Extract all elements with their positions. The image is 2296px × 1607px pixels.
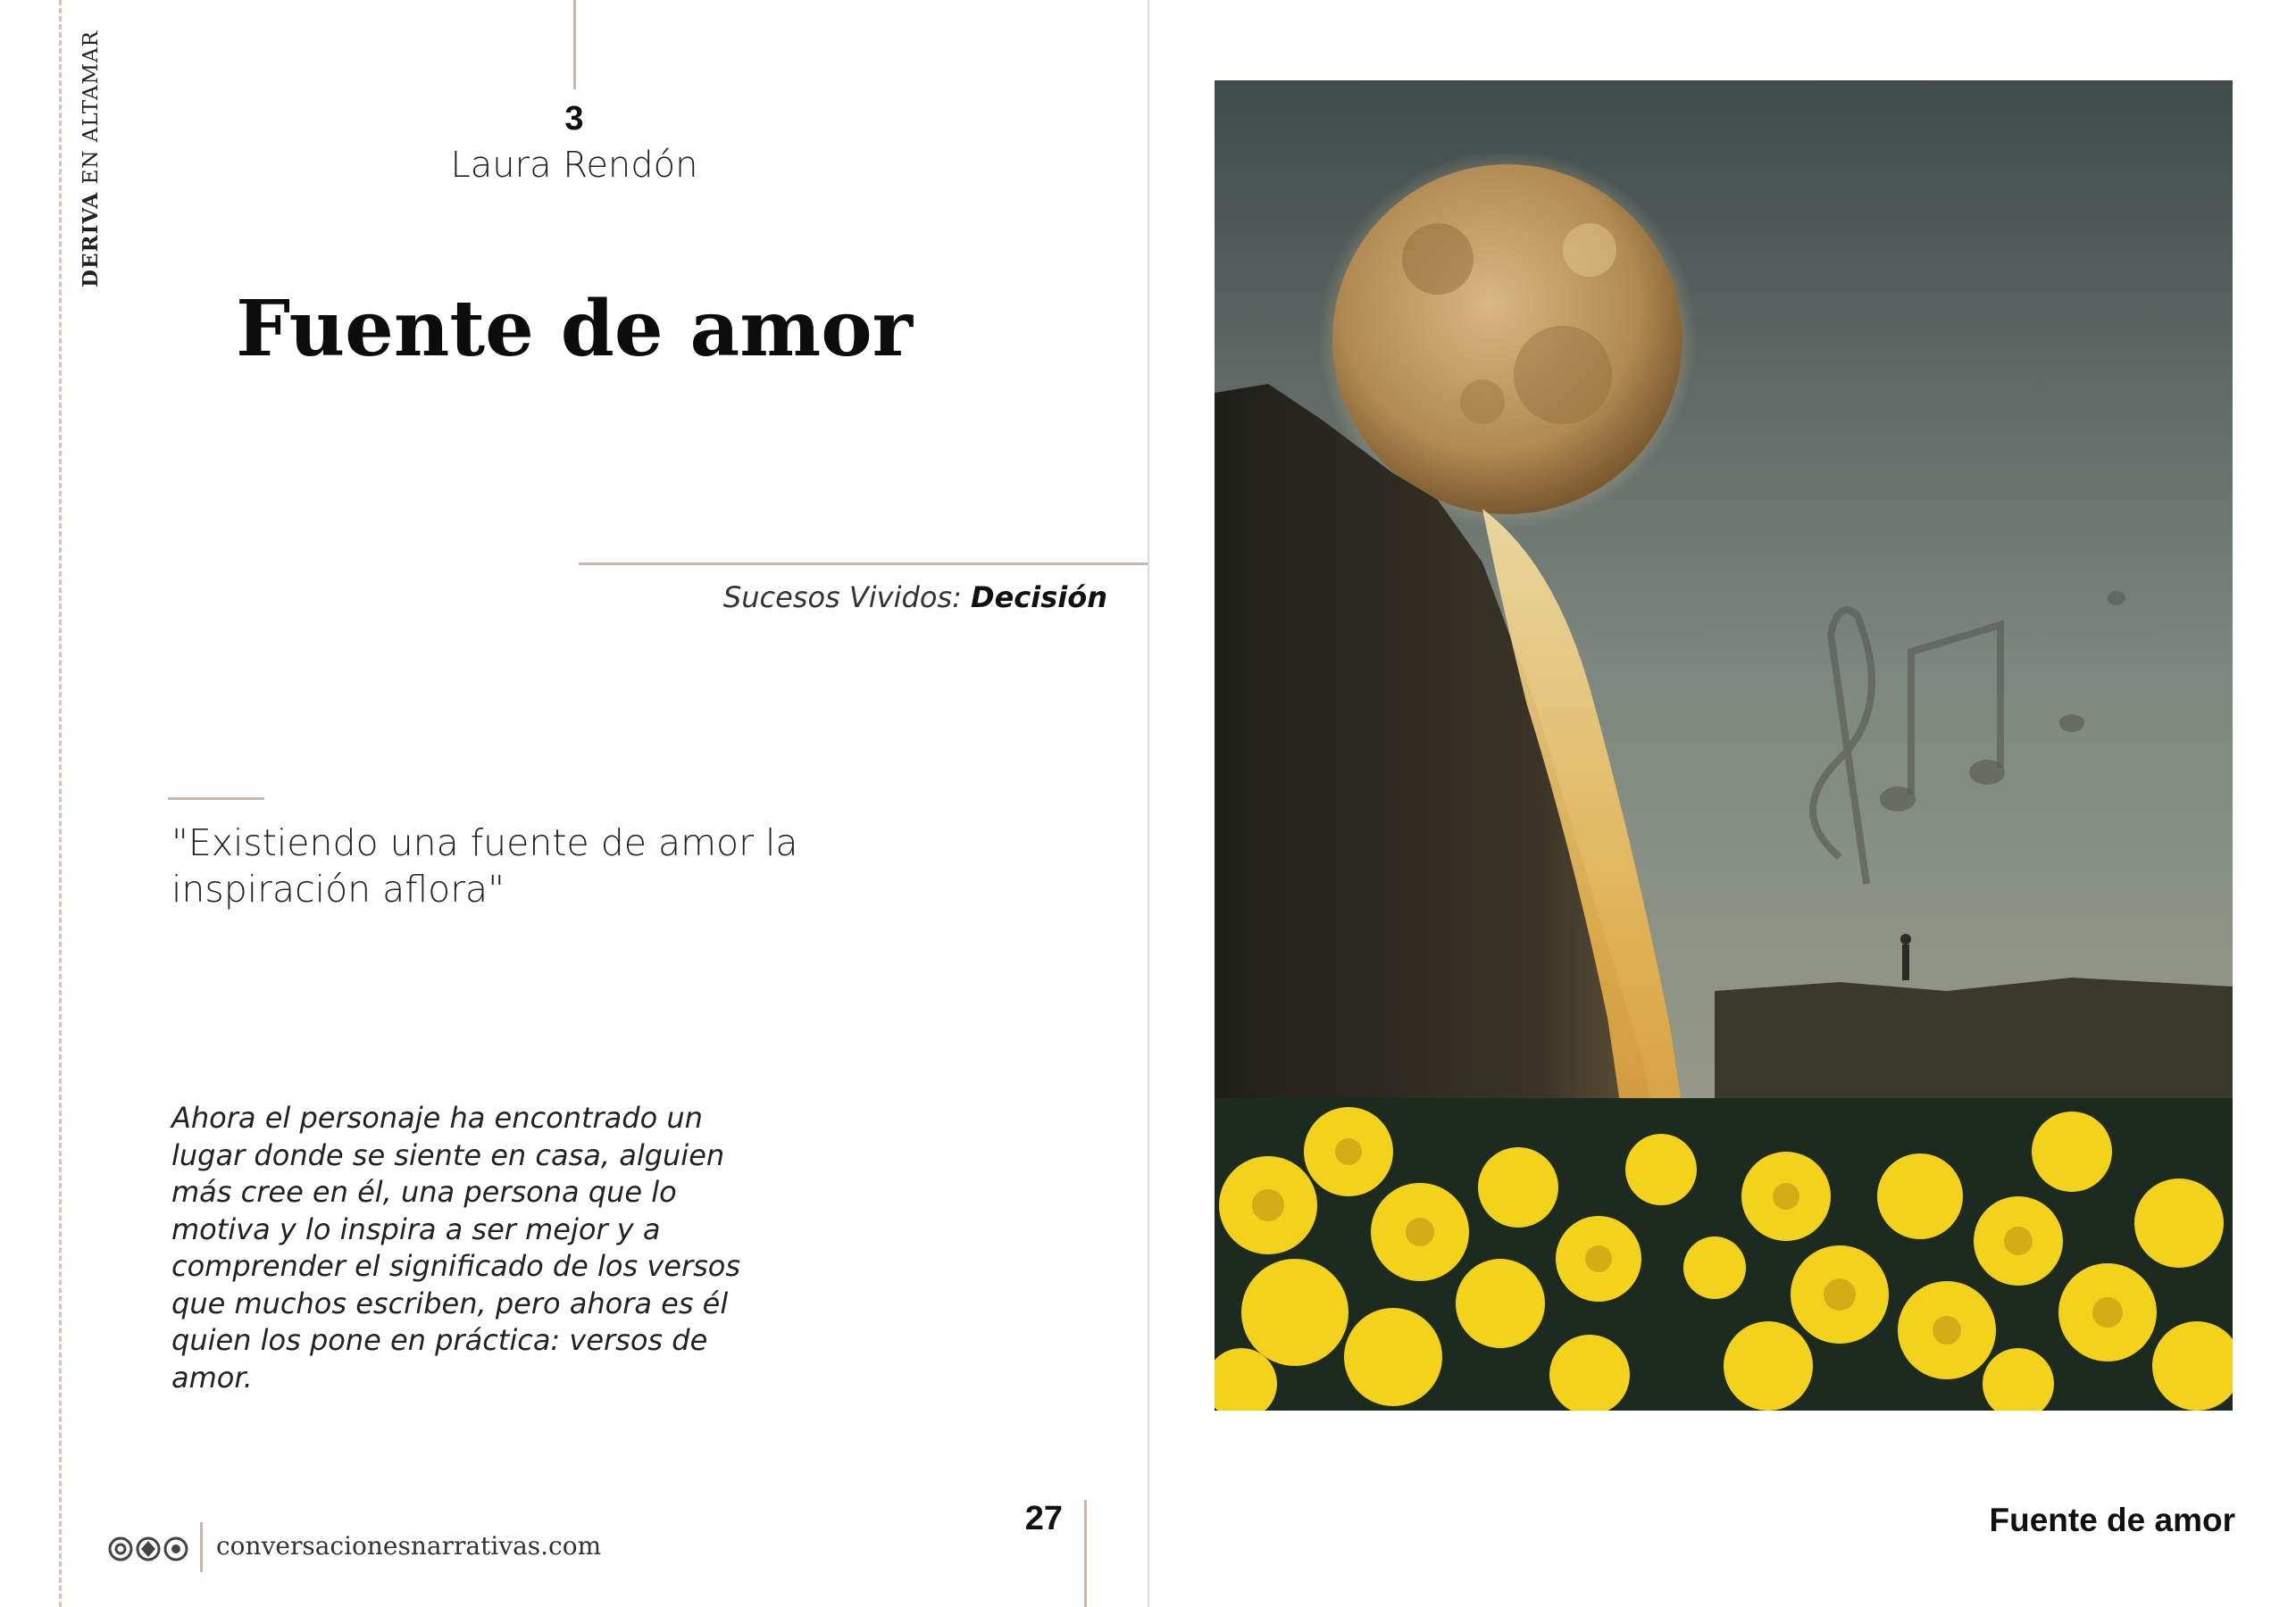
top-vertical-rule: [573, 0, 576, 89]
running-title-rest: EN ALTAMAR: [79, 30, 103, 192]
pull-quote: "Existiendo una fuente de amor la inspiración aflora": [171, 821, 798, 911]
author-name: Laura Rendón: [450, 145, 698, 186]
section-rule: [579, 562, 1148, 565]
section-value: Decisión: [971, 580, 1107, 614]
quote-rule: [168, 797, 264, 800]
margin-dashed-line: [59, 0, 62, 1607]
body-paragraph: Ahora el personaje ha encontrado un lugar donde se siente en casa, alguien más cree en él, una persona que lo motiva y lo inspira a ser mejor y a comprender el significado de los versos que muchos escriben, pero ahora es él quien los pone en práctica: versos de amor.: [171, 1101, 741, 1395]
chapter-number: 3: [564, 100, 584, 137]
cover-illustration: [1215, 80, 2233, 1411]
page-title: Fuente de amor: [236, 284, 913, 374]
section-label-text: Sucesos Vividos:: [722, 580, 972, 614]
running-title: [79, 30, 114, 304]
section-label: [607, 580, 1107, 614]
cc-license-icon: [107, 1534, 189, 1564]
footer-separator: [200, 1522, 203, 1572]
figure-caption: Fuente de amor: [1989, 1502, 2235, 1538]
running-title-bold: DERIVA: [79, 191, 103, 287]
page-number-rule: [1084, 1500, 1087, 1607]
page-number: 27: [1024, 1500, 1063, 1537]
footer-url[interactable]: conversacionesnarrativas.com: [216, 1531, 602, 1561]
